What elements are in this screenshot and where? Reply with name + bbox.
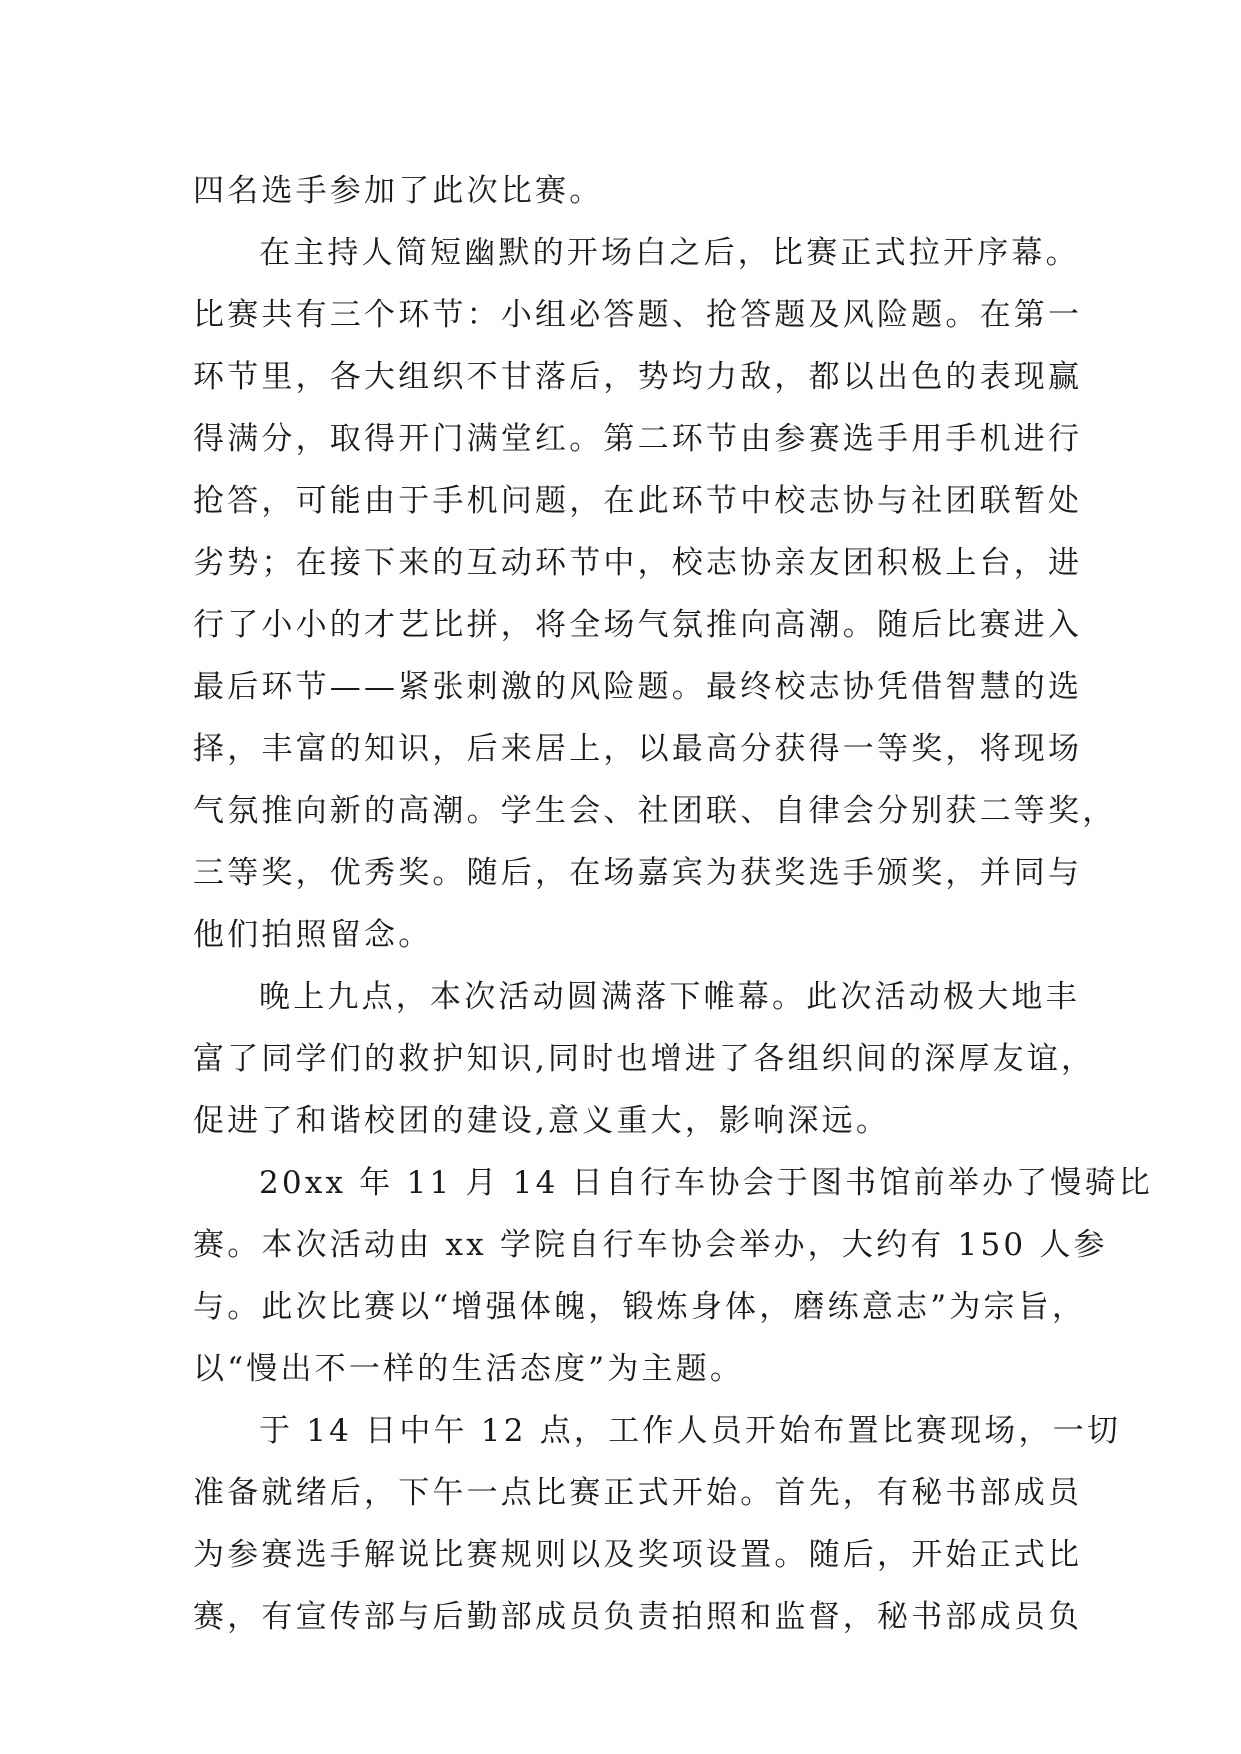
text-line: 气氛推向新的高潮。学生会、社团联、自律会分别获二等奖， bbox=[193, 793, 1117, 829]
text-line: 抢答，可能由于手机问题，在此环节中校志协与社团联暂处 bbox=[193, 483, 1083, 519]
text-line: 择，丰富的知识，后来居上，以最高分获得一等奖，将现场 bbox=[193, 731, 1083, 767]
text-line: 三等奖，优秀奖。随后，在场嘉宾为获奖选手颁奖，并同与 bbox=[193, 855, 1083, 891]
text-line: 最后环节——紧张刺激的风险题。最终校志协凭借智慧的选 bbox=[193, 669, 1083, 705]
text-line: 环节里，各大组织不甘落后，势均力敌，都以出色的表现赢 bbox=[193, 359, 1083, 395]
body-text bbox=[193, 160, 1153, 1648]
text-line: 比赛共有三个环节：小组必答题、抢答题及风险题。在第一 bbox=[193, 297, 1083, 333]
text-line: 为参赛选手解说比赛规则以及奖项设置。随后，开始正式比 bbox=[193, 1537, 1083, 1573]
text-line: 准备就绪后，下午一点比赛正式开始。首先，有秘书部成员 bbox=[193, 1475, 1083, 1511]
text-line: 富了同学们的救护知识,同时也增进了各组织间的深厚友谊， bbox=[193, 1041, 1096, 1077]
text-line: 与。此次比赛以“增强体魄，锻炼身体，磨练意志”为宗旨， bbox=[193, 1289, 1087, 1325]
text-line: 促进了和谐校团的建设,意义重大，影响深远。 bbox=[193, 1103, 891, 1139]
text-line: 赛，有宣传部与后勤部成员负责拍照和监督，秘书部成员负 bbox=[193, 1599, 1083, 1635]
text-line: 行了小小的才艺比拼，将全场气氛推向高潮。随后比赛进入 bbox=[193, 607, 1083, 643]
text-line: 赛。本次活动由 xx 学院自行车协会举办，大约有 150 人参 bbox=[193, 1227, 1108, 1263]
text-line: 四名选手参加了此次比赛。 bbox=[193, 173, 604, 209]
text-line: 他们拍照留念。 bbox=[193, 917, 433, 953]
text-line: 劣势；在接下来的互动环节中，校志协亲友团积极上台，进 bbox=[193, 545, 1083, 581]
text-line: 在主持人简短幽默的开场白之后，比赛正式拉开序幕。 bbox=[259, 235, 1080, 271]
text-line: 于 14 日中午 12 点，工作人员开始布置比赛现场，一切 bbox=[259, 1413, 1122, 1449]
text-line: 20xx 年 11 月 14 日自行车协会于图书馆前举办了慢骑比 bbox=[259, 1165, 1153, 1201]
text-line: 以“慢出不一样的生活态度”为主题。 bbox=[193, 1351, 745, 1387]
text-line: 晚上九点，本次活动圆满落下帷幕。此次活动极大地丰 bbox=[259, 979, 1080, 1015]
text-line: 得满分，取得开门满堂红。第二环节由参赛选手用手机进行 bbox=[193, 421, 1083, 457]
